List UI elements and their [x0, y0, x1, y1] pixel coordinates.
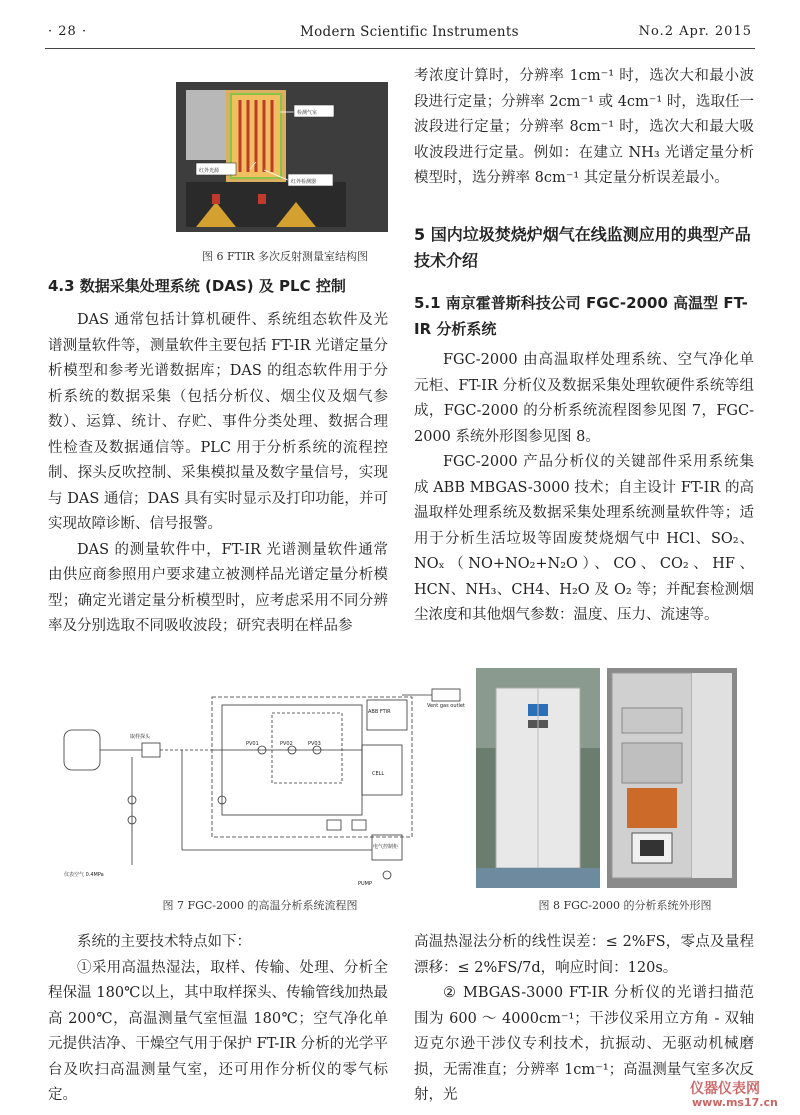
paragraph: 考浓度计算时，分辨率 1cm⁻¹ 时，选次大和最小波段进行定量；分辨率 2cm⁻¹ 或 4cm⁻¹ 时，选取任一波段进行定量；分辨率 8cm⁻¹ 时，选次大和最大吸收波段进行定量。例如：在建立 NH₃ 光谱定量分析模型时，选分辨率 8cm⁻¹ 其定量分析误差最小。 — [414, 68, 754, 186]
paragraph: DAS 通常包括计算机硬件、系统组态软件及光谱测量软件等，测量软件主要包括 FT-IR 光谱定量分析模型和参考光谱数据库；DAS 的组态软件用于分析系统的数据采集（包括分析仪、烟尘仪及烟气参数）、运算、统计、存贮、事件分类处理、数据合理性检查及数据通信等。PLC 用于分析系统的流程控制、探头反吹控制、采集模拟量及数字量信号，实现与 DAS 通信；DAS 具有实时显示及打印功能，并可实现故障诊断、信号报警。 — [48, 312, 388, 532]
fig7-label-valve-c: PV03 — [308, 741, 321, 747]
figure-7-caption: 图 7 FGC-2000 的高温分析系统流程图 — [162, 899, 358, 912]
section-4-3-body — [48, 308, 388, 640]
fig7-label-probe: 取样探头 — [130, 734, 151, 740]
figure-8-photo-closed — [476, 668, 600, 888]
fig7-label-air: 仪表空气 0.4MPa — [64, 872, 104, 878]
fig7-label-control: 电气控制柜 — [373, 844, 399, 850]
page-number: · 28 · — [48, 24, 88, 39]
figure-8-photo-open — [607, 668, 737, 888]
watermark-url: www.ms17.cn — [692, 1096, 778, 1109]
figure-7-diagram — [62, 675, 465, 890]
section-5-1-body — [414, 348, 754, 629]
figure-6-caption: 图 6 FTIR 多次反射测量室结构图 — [201, 250, 369, 263]
figure-8-caption: 图 8 FGC-2000 的分析系统外形图 — [538, 899, 712, 912]
header-rule — [45, 48, 755, 49]
right-column-top — [414, 64, 754, 192]
issue-info: No.2 Apr. 2015 — [638, 24, 752, 39]
paragraph: DAS 的测量软件中，FT-IR 光谱测量软件通常由供应商参照用户要求建立被测样品光谱定量分析模型；确定光谱定量分析模型时，应考虑采用不同分辨率及分别选取不同吸收波段；研究表明在样品参 — [48, 541, 388, 634]
paragraph: FGC-2000 由高温取样处理系统、空气净化单元柜、FT-IR 分析仪及数据采集处理软硬件系统等组成，FGC-2000 的分析系统流程图参见图 7，FGC-2000 系统外形图参见图 8。 — [414, 352, 754, 445]
section-4-3-heading: 4.3 数据采集处理系统 (DAS) 及 PLC 控制 — [48, 277, 346, 295]
journal-title: Modern Scientific Instruments — [300, 24, 519, 40]
fig7-label-pump: PUMP — [358, 881, 373, 887]
paragraph: 系统的主要技术特点如下： — [77, 934, 251, 950]
paragraph: ①采用高温热湿法，取样、传输、处理、分析全程保温 180℃以上，其中取样探头、传输管线加热最高 200℃，高温测量气室恒温 180℃；空气净化单元提供洁净、干燥空气用于保护 FT-IR 分析的光学平台及吹扫高温测量气室，还可用作分析仪的零气标定。 — [48, 959, 388, 1103]
fig6-label-detector: 红外检测器 — [291, 179, 317, 185]
section-5-1-heading: 5.1 南京霍普斯科技公司 FGC-2000 高温型 FT-IR 分析系统 — [414, 294, 748, 338]
features-left — [48, 930, 388, 1109]
figure-6-photo — [176, 82, 388, 232]
section-5-heading: 5 国内垃圾焚烧炉烟气在线监测应用的典型产品技术介绍 — [414, 225, 751, 270]
paragraph: ② MBGAS-3000 FT-IR 分析仪的光谱扫描范围为 600 ～ 4000cm⁻¹；干涉仪采用立方角 - 双轴迈克尔逊干涉仪专利技术，抗振动、无驱动机械磨损，无需准直；分辨率 1cm⁻¹；高温测量气室多次反射，光 — [414, 985, 754, 1103]
fig7-label-valve-a: PV01 — [246, 741, 259, 747]
paragraph: 高温热湿法分析的线性误差：≤ 2%FS，零点及量程漂移：≤ 2%FS/7d，响应时间：120s。 — [414, 934, 754, 976]
fig6-label-source: 红外光源 — [199, 168, 220, 174]
paragraph: FGC-2000 产品分析仪的关键部件采用系统集成 ABB MBGAS-3000 技术；自主设计 FT-IR 的高温取样处理系统及数据采集处理系统测量软件等；适用于分析生活垃圾等固废焚烧烟气中 HCl、SO₂、NOₓ（NO+NO₂+N₂O）、CO、CO₂、HF、HCN、NH₃、CH4、H₂O 及 O₂ 等；并配套检测烟尘浓度和其他烟气参数：温度、压力、流速等。 — [414, 454, 754, 623]
fig7-label-valve-b: PV02 — [280, 741, 293, 747]
fig7-label-vent: Vent gas outlet — [427, 703, 465, 709]
fig7-label-cell: CELL — [372, 771, 385, 777]
fig6-label-cell: 检测气室 — [297, 110, 318, 116]
watermark-site: 仪器仪表网 — [690, 1081, 760, 1097]
fig7-label-analyzer: ABB FTIR — [368, 709, 391, 715]
